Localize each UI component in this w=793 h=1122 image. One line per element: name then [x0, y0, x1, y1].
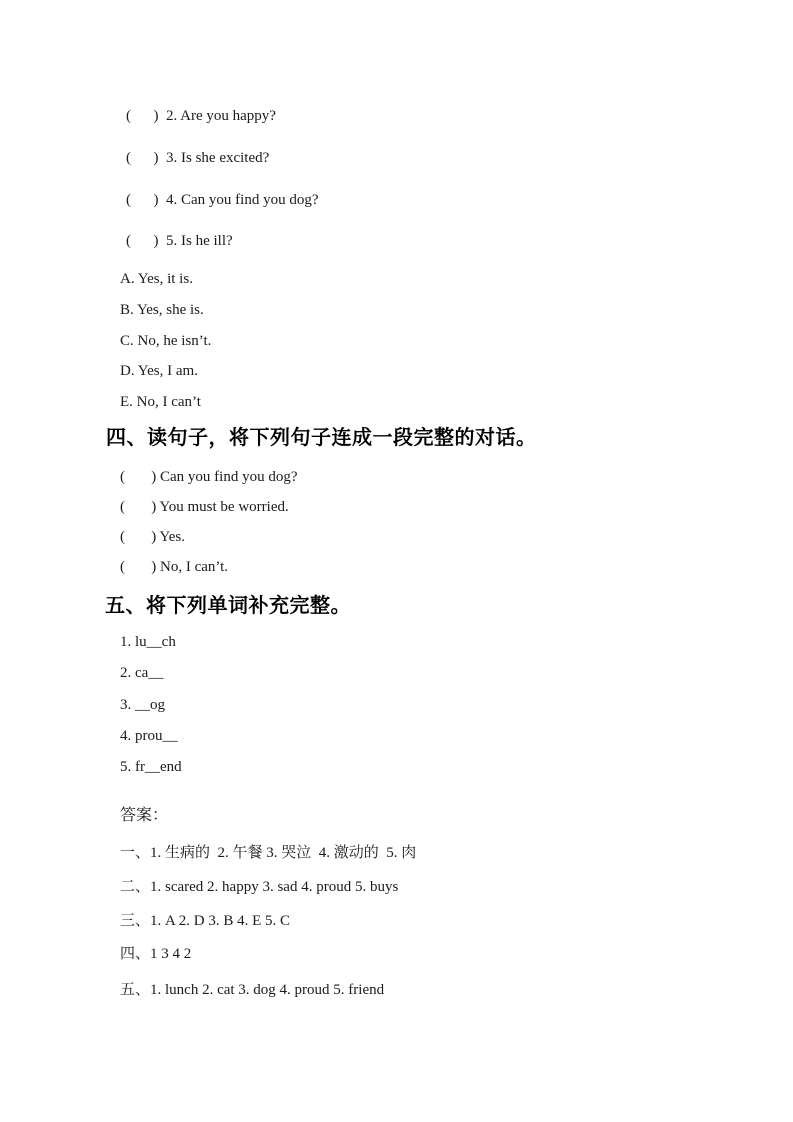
part3-choice-a: A. Yes, it is.	[120, 271, 193, 287]
answers-line-2: 二、1. scared 2. happy 3. sad 4. proud 5. buys	[120, 879, 399, 895]
part3-question-2: ( ) 2. Are you happy?	[126, 108, 276, 124]
part4-item-1: ( ) Can you find you dog?	[120, 469, 298, 485]
part3-choice-c: C. No, he isn’t.	[120, 333, 212, 349]
part5-item-5: 5. fr__end	[120, 759, 182, 775]
part4-item-3: ( ) Yes.	[120, 529, 186, 545]
answers-line-1: 一、1. 生病的 2. 午餐 3. 哭泣 4. 激动的 5. 肉	[120, 845, 417, 861]
part4-heading: 四、读句子，将下列句子连成一段完整的对话。	[106, 427, 537, 449]
answers-line-5: 五、1. lunch 2. cat 3. dog 4. proud 5. friend	[120, 982, 385, 998]
part5-heading: 五、将下列单词补充完整。	[105, 595, 351, 617]
answers-line-3: 三、1. A 2. D 3. B 4. E 5. C	[120, 913, 291, 929]
part5-item-2: 2. ca__	[120, 665, 164, 681]
part5-item-1: 1. lu__ch	[120, 634, 176, 650]
part4-item-4: ( ) No, I can’t.	[120, 559, 229, 575]
answers-label: 答案：	[120, 807, 169, 824]
part3-choice-b: B. Yes, she is.	[120, 302, 204, 318]
part3-question-3: ( ) 3. Is she excited?	[126, 150, 270, 166]
part3-question-4: ( ) 4. Can you find you dog?	[126, 192, 319, 208]
part3-choice-d: D. Yes, I am.	[120, 363, 198, 379]
answers-line-4: 四、1 3 4 2	[120, 946, 192, 962]
part3-question-5: ( ) 5. Is he ill?	[126, 233, 233, 249]
part5-item-4: 4. prou__	[120, 728, 178, 744]
part4-item-2: ( ) You must be worried.	[120, 499, 289, 515]
part3-choice-e: E. No, I can’t	[120, 394, 201, 410]
part5-item-3: 3. __og	[120, 697, 165, 713]
